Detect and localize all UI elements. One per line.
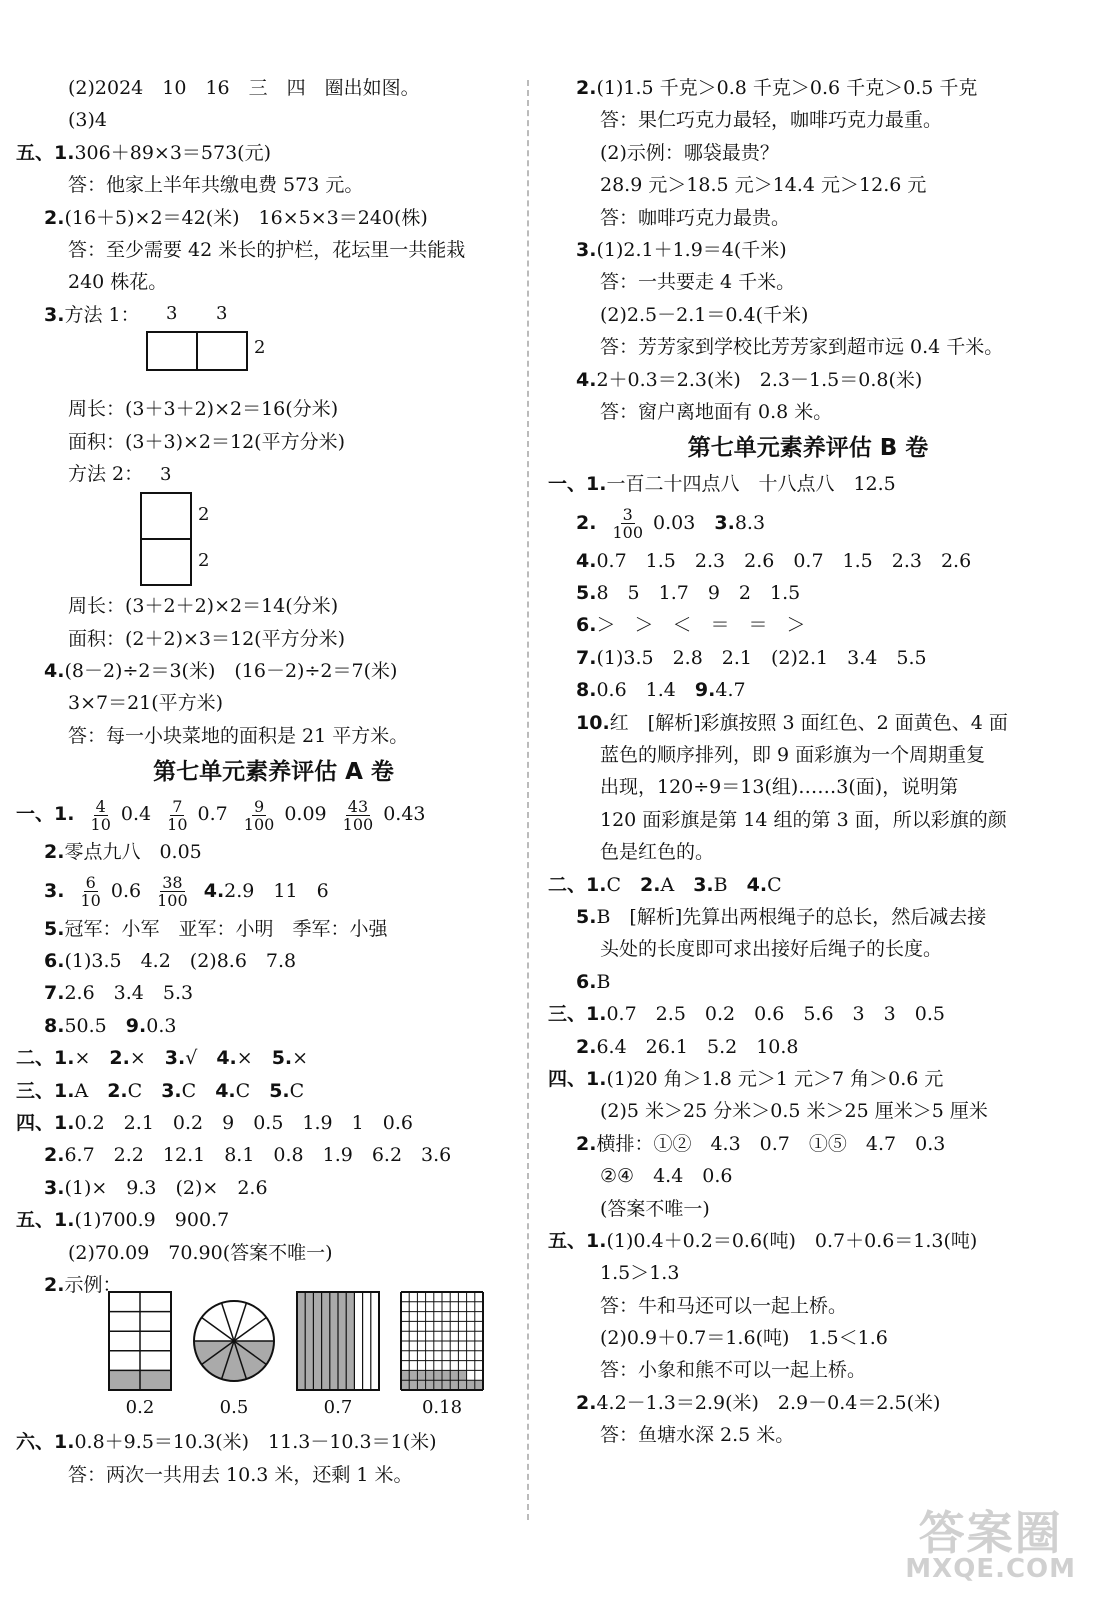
question-number: 3. (714, 511, 735, 534)
question-number: 3. (693, 873, 714, 896)
question-number: 4. (576, 549, 597, 572)
question-number: 2. (640, 873, 661, 896)
left-column (16, 72, 531, 1491)
answer-line: (2)示例：哪袋最贵？ (600, 141, 779, 164)
model-caption: 0.2 (125, 1397, 155, 1419)
question-number: 1. (586, 1229, 607, 1252)
answer-line: 三、1.0.7 2.5 0.2 0.6 5.6 3 3 0.5 (548, 1003, 945, 1026)
question-number: 4. (44, 660, 65, 683)
section-label: 五、 (548, 1229, 587, 1252)
answer-line: 1.5＞1.3 (600, 1262, 680, 1285)
section-label: 四、 (16, 1111, 55, 1134)
answer-line: 2. $\frac{3}{100}$ 0.03 3.8.3 (576, 505, 766, 543)
question-number: 2. (44, 1144, 65, 1167)
question-number: 1. (54, 1111, 75, 1134)
shaded-cell (434, 1371, 442, 1381)
fraction: $\frac{38}{100}$ (157, 873, 188, 911)
fraction: $\frac{6}{10}$ (80, 873, 101, 911)
answer-line: 周长：(3＋3＋2)×2＝16(分米) (68, 398, 339, 421)
question-number: 1. (586, 1003, 607, 1026)
question-number: 1. (54, 141, 75, 164)
question-number: 2. (44, 206, 65, 229)
question-number: 2. (109, 1047, 130, 1070)
equation: (8－2)÷2＝3(米) (16－2)÷2＝7(米) (64, 660, 398, 683)
answer-line: 周长：(3＋2＋2)×2＝14(分米) (68, 595, 339, 618)
question-number: 1. (54, 1079, 75, 1102)
answer-line: 7.2.6 3.4 5.3 (44, 982, 194, 1005)
fraction: $\frac{9}{100}$ (243, 796, 275, 834)
answer-value: C (606, 873, 641, 896)
equation: (16＋5)×2＝42(米) 16×5×3＝240(株) (64, 206, 428, 229)
answer-line (16, 1042, 531, 1074)
question-number: 1. (586, 873, 607, 896)
answer-value: A (74, 1079, 108, 1102)
section-label: 二、 (548, 873, 587, 896)
question-number: 2. (576, 1035, 597, 1058)
fraction: $\frac{43}{100}$ (342, 796, 374, 834)
answer-line: 答：至少需要 42 米长的护栏，花坛里一共能栽 (68, 238, 466, 261)
question-number: 7. (44, 982, 65, 1005)
dim-label: 2 (198, 504, 210, 526)
question-number: 1. (54, 1209, 75, 1232)
shaded-cell (475, 1381, 483, 1391)
answer-line: 答：两次一共用去 10.3 米，还剩 1 米。 (68, 1463, 413, 1486)
answer-line (16, 299, 531, 331)
answer-line: 六、1.0.8＋9.5＝10.3(米) 11.3－10.3＝1(米) (16, 1431, 437, 1454)
dim-label: 3 (216, 303, 228, 325)
answer-line: 2.6.4 26.1 5.2 10.8 (576, 1035, 799, 1058)
answer-line: 面积：(3＋3)×2＝12(平方分米) (68, 430, 346, 453)
question-number: 2. (576, 1391, 597, 1414)
dim-label: 3 (160, 464, 172, 486)
rect-part-right (196, 331, 248, 371)
grid-10-cells (108, 1291, 172, 1391)
section-label: 五、 (16, 1209, 55, 1232)
shaded-cell (401, 1381, 409, 1391)
answer-line: 出现，120÷9＝13(组)……3(面)，说明第 (600, 776, 959, 799)
section-label: 一、 (548, 473, 587, 496)
answer-line (16, 655, 531, 687)
dim-label: 2 (198, 550, 210, 572)
question-number: 3. (44, 1176, 65, 1199)
answer-value: C (181, 1079, 216, 1102)
answer-line: 蓝色的顺序排列，即 9 面彩旗为一个周期重复 (600, 744, 986, 767)
answer-line: 答：咖啡巧克力最贵。 (600, 206, 791, 229)
answer-line: 4.2＋0.3＝2.3(米) 2.3－1.5＝0.8(米) (576, 368, 923, 391)
shaded-cell (426, 1381, 434, 1391)
answer-value: × (129, 1047, 165, 1070)
shaded-cell (458, 1371, 466, 1381)
answer-line (16, 202, 531, 234)
model-0-7 (296, 1291, 380, 1418)
answer-line: 五、1.(1)0.4＋0.2＝0.6(吨) 0.7＋0.6＝1.3(吨) (548, 1229, 978, 1252)
question-number: 9. (694, 679, 716, 702)
shaded-cell (417, 1381, 425, 1391)
answer-line: 答：一共要走 4 千米。 (600, 271, 796, 294)
question-number: 1. (54, 803, 75, 826)
fraction: $\frac{7}{10}$ (167, 796, 188, 834)
answer-line: 2.零点九八 0.05 (44, 841, 202, 864)
answer-line: 4.0.7 1.5 2.3 2.6 0.7 1.5 2.3 2.6 (576, 549, 972, 572)
answer-line: 答：牛和马还可以一起上桥。 (600, 1294, 848, 1317)
equation: 306＋89×3＝573(元) (74, 141, 272, 164)
answer-line: 5.B [解析]先算出两根绳子的总长，然后减去接 (576, 905, 987, 928)
question-number: 2. (576, 1132, 597, 1155)
answer-line (16, 1075, 531, 1107)
question-number: 4. (216, 1047, 237, 1070)
answer-line: 120 面彩旗是第 14 组的第 3 面，所以彩旗的颜 (600, 808, 1007, 831)
decimal-models (108, 1291, 531, 1418)
question-number: 3. (44, 303, 65, 326)
answer-line: 3.(1)× 9.3 (2)× 2.6 (44, 1176, 268, 1199)
shaded-cell (450, 1381, 458, 1391)
answer-line: 答：果仁巧克力最轻，咖啡巧克力最重。 (600, 109, 943, 132)
answer-value: × (74, 1047, 110, 1070)
shaded-cell (417, 1371, 425, 1381)
question-number: 2. (576, 511, 597, 534)
question-number: 2. (44, 1273, 65, 1296)
shaded-cell (434, 1381, 442, 1391)
strip-10-columns (296, 1291, 380, 1391)
answer-line: (2)70.09 70.90(答案不唯一) (68, 1241, 333, 1264)
answer-line: 7.(1)3.5 2.8 2.1 (2)2.1 3.4 5.5 (576, 646, 927, 669)
answer-line: ②④ 4.4 0.6 (600, 1165, 733, 1188)
question-number: 9. (125, 1014, 147, 1037)
shaded-cell (409, 1371, 417, 1381)
site-watermark (905, 1506, 1076, 1584)
question-number: 1. (586, 1067, 607, 1090)
answer-line: (2)2024 10 16 三 四 圈出如图。 (68, 77, 420, 99)
section-label: 二、 (16, 1047, 55, 1070)
answer-line: 2.横排：①② 4.3 0.7 ①⑤ 4.7 0.3 (576, 1132, 946, 1155)
answer-value: C (767, 873, 782, 896)
question-number: 5. (269, 1079, 290, 1102)
answer-line: 28.9 元＞18.5 元＞14.4 元＞12.6 元 (600, 174, 927, 197)
section-label: 三、 (548, 1003, 587, 1026)
answer-line (16, 137, 531, 169)
question-number: 4. (576, 368, 597, 391)
answer-line: 答：小象和熊不可以一起上桥。 (600, 1359, 867, 1382)
answer-value: √ (185, 1047, 217, 1070)
answer-line: 3. $\frac{6}{10}$ 0.6 $\frac{38}{100}$ 4.2.9 11 6 (44, 873, 329, 911)
question-number: 4. (203, 879, 225, 902)
circle-10-sectors (192, 1291, 276, 1391)
question-number: 8. (576, 679, 597, 702)
shaded-cell (442, 1371, 450, 1381)
answer-line: 240 株花。 (68, 271, 168, 294)
question-number: 5. (44, 917, 65, 940)
answer-value: × (292, 1047, 309, 1070)
model-0-5 (192, 1291, 276, 1418)
answer-value: B (713, 873, 747, 896)
answer-line: 色是红色的。 (600, 841, 715, 864)
watermark-url: MXQE.COM (905, 1554, 1076, 1584)
answer-line: (2)0.9＋0.7＝1.6(吨) 1.5＜1.6 (600, 1327, 888, 1350)
model-caption: 0.5 (219, 1397, 249, 1419)
question-number: 3. (161, 1079, 182, 1102)
answer-line: 答：鱼塘水深 2.5 米。 (600, 1424, 795, 1447)
answer-line: 四、1.0.2 2.1 0.2 9 0.5 1.9 1 0.6 (16, 1111, 413, 1134)
section-label: 一、 (16, 803, 55, 826)
answer-line: 6.B (576, 970, 611, 993)
question-number: 3. (44, 879, 65, 902)
answer-line: 2.(1)1.5 千克＞0.8 千克＞0.6 千克＞0.5 千克 (576, 77, 978, 99)
answer-line: 答：每一小块菜地的面积是 21 平方米。 (68, 724, 409, 747)
shaded-cell (467, 1381, 475, 1391)
answer-line: 答：窗户离地面有 0.8 米。 (600, 400, 833, 423)
answer-line: (答案不唯一) (600, 1197, 710, 1220)
grid-100-cells (400, 1291, 484, 1391)
question-number: 2. (107, 1079, 128, 1102)
question-number: 4. (215, 1079, 236, 1102)
rect-part-top (140, 492, 192, 540)
answer-line: 2.6.7 2.2 12.1 8.1 0.8 1.9 6.2 3.6 (44, 1144, 452, 1167)
answer-line: 2.示例： (44, 1273, 122, 1296)
answer-line: (2)5 米＞25 分米＞0.5 米＞25 厘米＞5 厘米 (600, 1100, 988, 1123)
answer-line: 5.冠军：小军 亚军：小明 季军：小强 (44, 917, 388, 940)
shaded-cell (458, 1381, 466, 1391)
question-number: 6. (44, 950, 65, 973)
section-label: 三、 (16, 1079, 55, 1102)
shaded-cell (426, 1371, 434, 1381)
question-number: 2. (44, 841, 65, 864)
right-column (548, 72, 1068, 1452)
shaded-cell (442, 1381, 450, 1391)
answer-line: 四、1.(1)20 角＞1.8 元＞1 元＞7 角＞0.6 元 (548, 1067, 944, 1090)
section-title-b: 第七单元素养评估 B 卷 (687, 435, 929, 462)
answer-line: (3)4 (68, 109, 108, 132)
answer-line: 10.红 [解析]彩旗按照 3 面红色、2 面黄色、4 面 (576, 711, 1008, 734)
answer-value: × (236, 1047, 272, 1070)
question-number: 6. (576, 614, 597, 637)
question-number: 7. (576, 646, 597, 669)
question-number: 10. (576, 711, 610, 734)
answer-line: 2.4.2－1.3＝2.9(米) 2.9－0.4＝2.5(米) (576, 1391, 941, 1414)
model-caption: 0.7 (323, 1397, 353, 1419)
answer-line: 答：芳芳家到学校比芳芳家到超市远 0.4 千米。 (600, 336, 1004, 359)
model-0-2 (108, 1291, 172, 1418)
shaded-cell (450, 1371, 458, 1381)
question-number: 3. (576, 238, 597, 261)
section-label: 五、 (16, 141, 55, 164)
answer-line (548, 869, 1068, 901)
question-number: 1. (54, 1431, 75, 1454)
answer-line: (2)2.5－2.1＝0.4(千米) (600, 303, 809, 326)
answer-line: 8.50.5 9.0.3 (44, 1014, 177, 1037)
answer-line: 答：他家上半年共缴电费 573 元。 (68, 174, 364, 197)
dim-label: 3 (166, 303, 178, 325)
model-caption: 0.18 (421, 1397, 463, 1419)
question-number: 4. (746, 873, 768, 896)
answer-value: C (127, 1079, 162, 1102)
section-label: 四、 (548, 1067, 587, 1090)
section-label: 六、 (16, 1431, 55, 1454)
shaded-cell (401, 1371, 409, 1381)
answer-line: 面积：(2＋2)×3＝12(平方分米) (68, 627, 346, 650)
question-number: 1. (54, 1047, 75, 1070)
question-number: 5. (271, 1047, 293, 1070)
answer-line: 5.8 5 1.7 9 2 1.5 (576, 582, 801, 605)
question-number: 6. (576, 970, 597, 993)
answer-line: 五、1.(1)700.9 900.7 (16, 1209, 230, 1232)
question-number: 2. (576, 77, 597, 99)
answer-line: 3.(1)2.1＋1.9＝4(千米) (576, 238, 787, 261)
answer-line: 8.0.6 1.4 9.4.7 (576, 679, 746, 702)
answer-line: 一、1. $\frac{4}{10}$ 0.4 $\frac{7}{10}$ 0.7 $\frac{9}{100}$ 0.09 $\frac{43}{100}$ 0.43 (16, 796, 426, 834)
rect-part-left (146, 331, 198, 371)
shaded-cell (409, 1381, 417, 1391)
question-number: 5. (576, 582, 597, 605)
answer-line: 一、1.一百二十四点八 十八点八 12.5 (548, 473, 896, 496)
answer-line: 6.＞ ＞ ＜ ＝ ＝ ＞ (576, 614, 806, 637)
watermark-logo: 答案圈 (918, 1506, 1063, 1560)
answer-line: 3×7＝21(平方米) (68, 692, 224, 715)
question-number: 8. (44, 1014, 65, 1037)
fraction: $\frac{3}{100}$ (612, 505, 644, 543)
model-0-18 (400, 1291, 484, 1418)
dim-label: 2 (254, 337, 266, 359)
fraction: $\frac{4}{10}$ (90, 796, 111, 834)
answer-value: C (235, 1079, 270, 1102)
answer-line: 头处的长度即可求出接好后绳子的长度。 (600, 938, 943, 961)
section-title-a: 第七单元素养评估 A 卷 (153, 759, 394, 786)
answer-line: 6.(1)3.5 4.2 (2)8.6 7.8 (44, 950, 297, 973)
question-number: 3. (164, 1047, 186, 1070)
rect-part-bottom (140, 538, 192, 586)
answer-value: C (289, 1079, 305, 1102)
question-number: 5. (576, 905, 597, 928)
question-number: 1. (586, 473, 607, 496)
answer-value: A (660, 873, 694, 896)
method-label: 方法 1： (64, 303, 140, 326)
answer-line: 方法 2： (68, 462, 144, 485)
